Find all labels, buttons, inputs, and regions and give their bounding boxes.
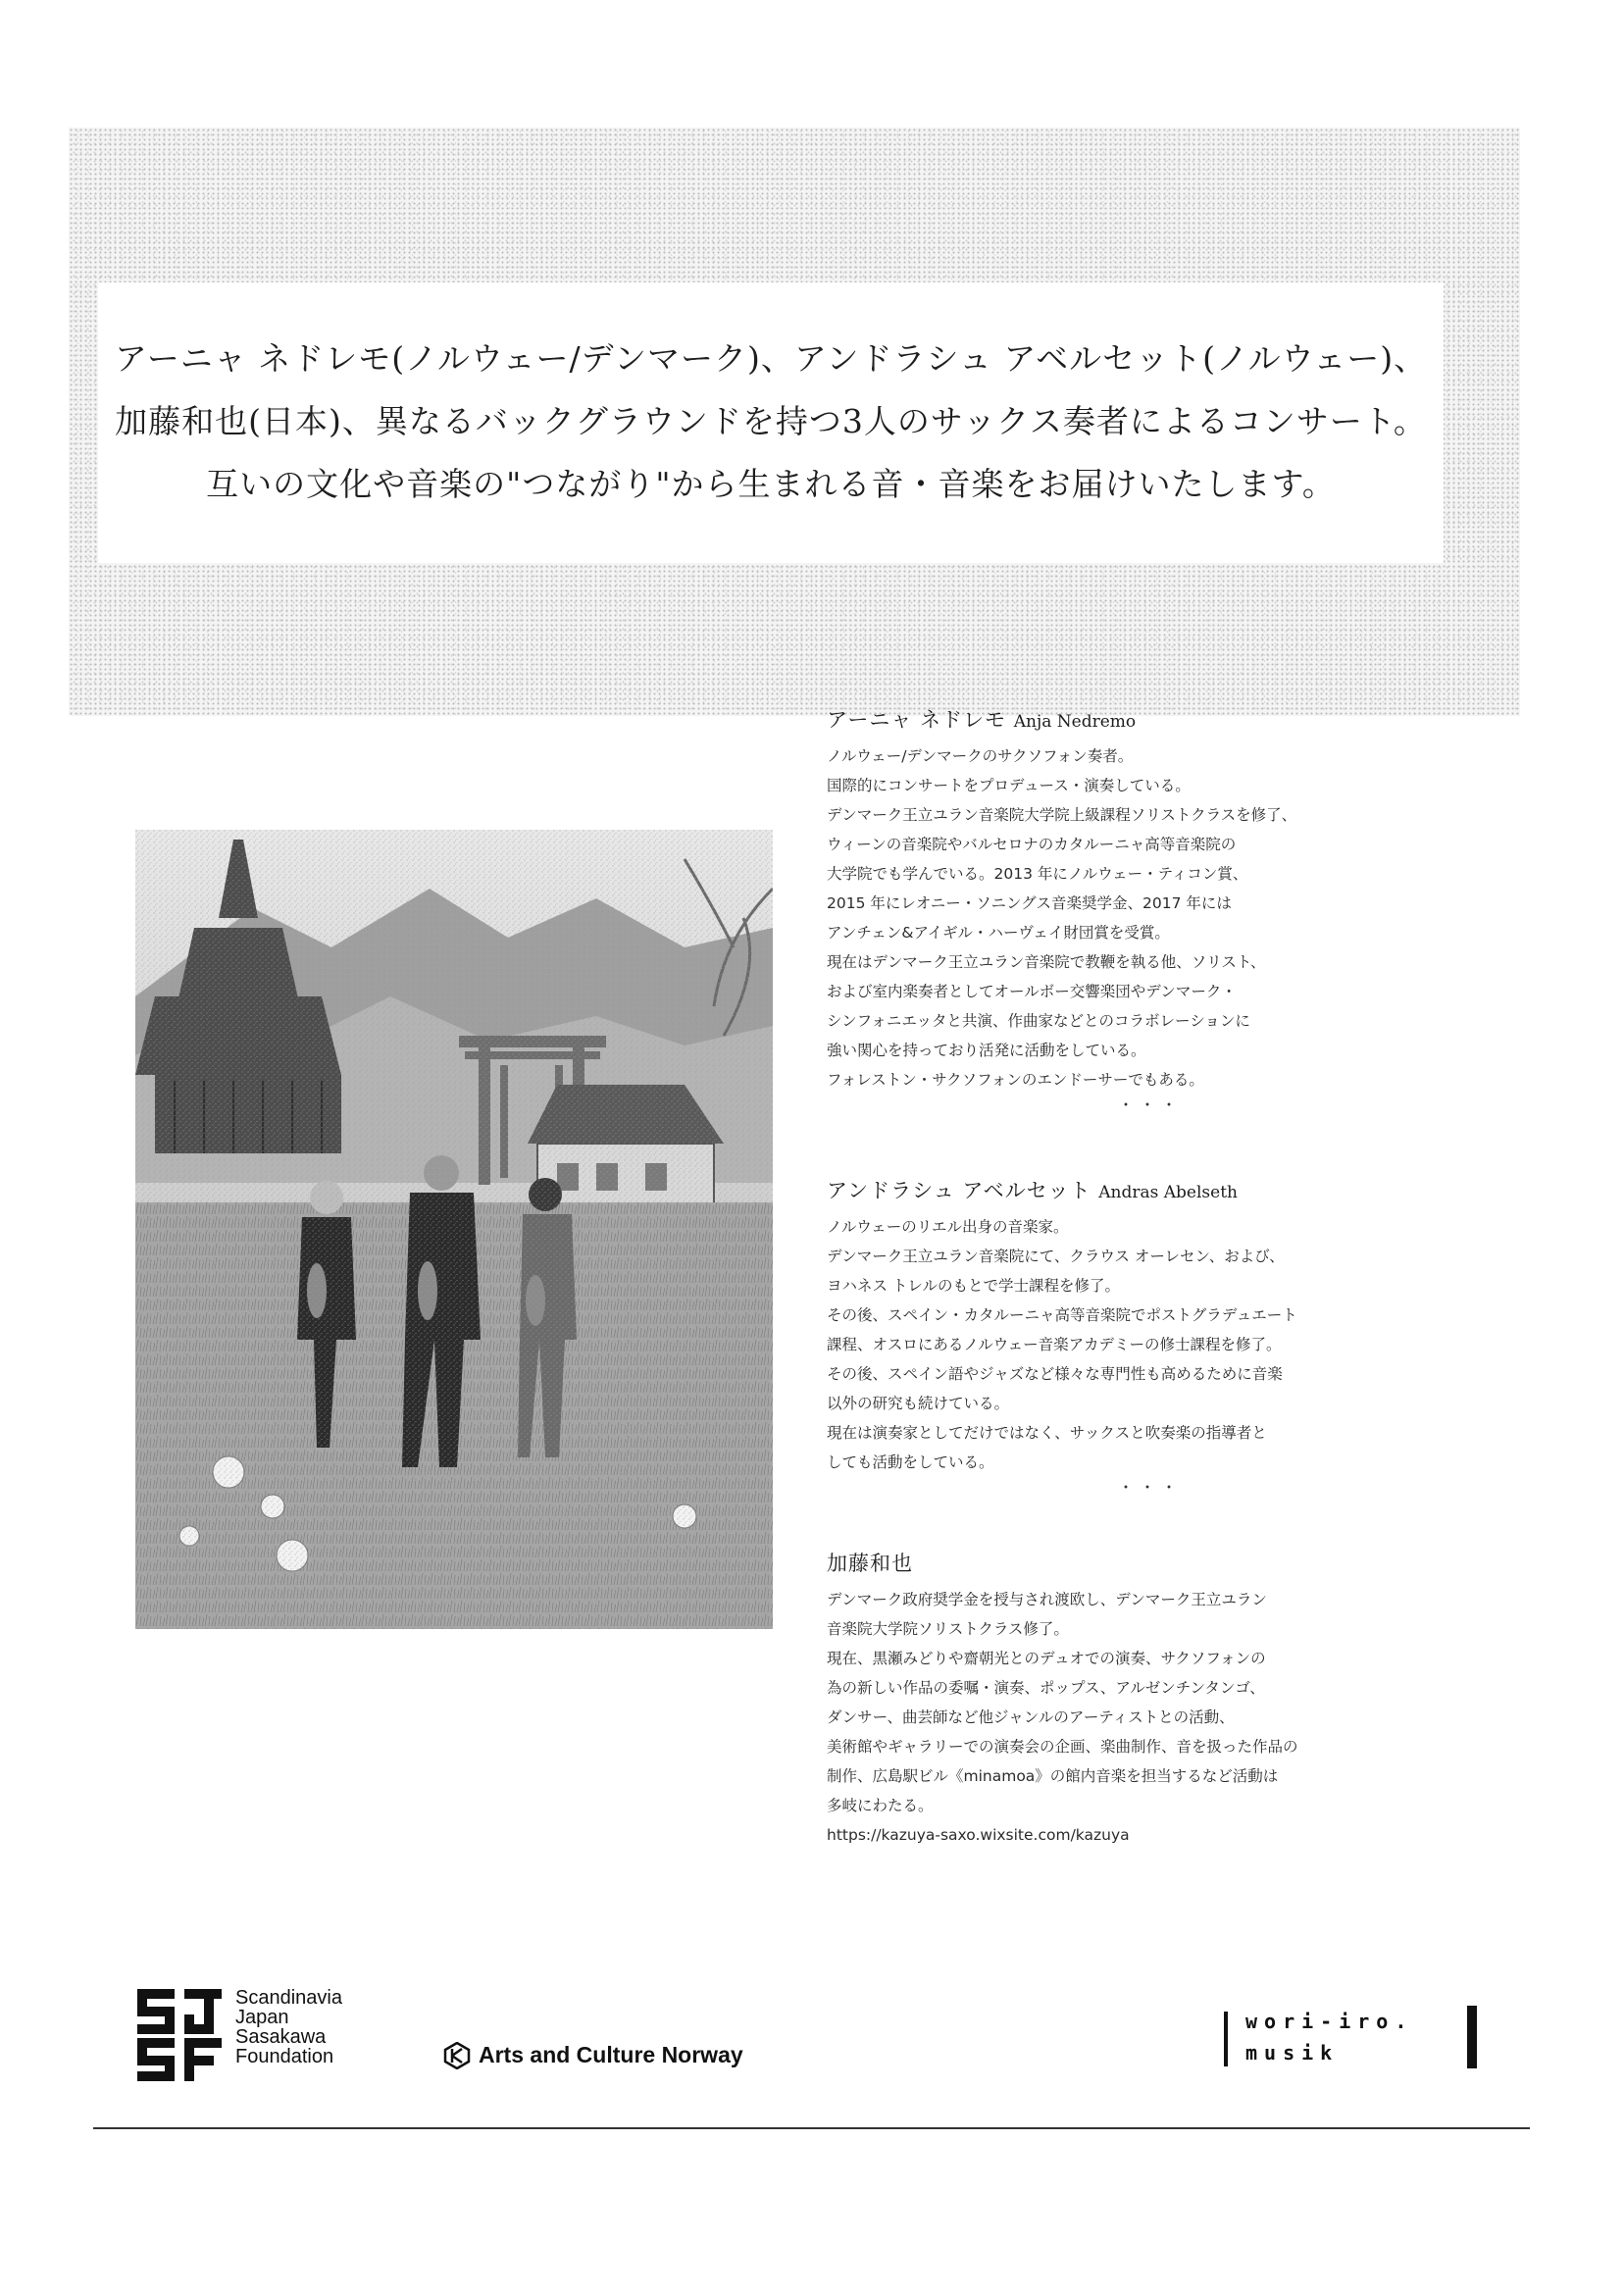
illustration-trio-saxophonists [135, 830, 773, 1629]
separator-dots: ・・・ [1117, 1096, 1183, 1114]
bio-line: 2015 年にレオニー・ソニングス音楽奨学金、2017 年には [827, 894, 1232, 912]
bio-line: 現在はデンマーク王立ユラン音楽院で教鞭を執る他、ソリスト、 [827, 953, 1266, 971]
footer-logos [0, 1976, 1624, 2094]
bio-line: 為の新しい作品の委嘱・演奏、ポップス、アルゼンチンタンゴ、 [827, 1679, 1265, 1697]
website-link[interactable]: https://kazuya-saxo.wixsite.com/kazuya [827, 1826, 1130, 1844]
bio-line: 以外の研究も続けている。 [827, 1395, 1010, 1412]
bio-line: 美術館やギャラリーでの演奏会の企画、楽曲制作、音を扱った作品の [827, 1738, 1298, 1756]
intro-line-3: 互いの文化や音楽の"つながり"から生まれる音・音楽をお届けいたします。 [206, 465, 1336, 503]
bio-line: 多岐にわたる。 [827, 1797, 934, 1814]
bio-line: 課程、オスロにあるノルウェー音楽アカデミーの修士課程を修了。 [827, 1336, 1282, 1353]
bio-line: ウィーンの音楽院やバルセロナのカタルーニャ高等音楽院の [827, 836, 1237, 853]
bio-name: 加藤和也 [827, 1552, 913, 1575]
bio-line: ヨハネス トレルのもとで学士課程を修了。 [827, 1277, 1121, 1295]
bio-line: 現在、黒瀬みどりや齋朝光とのデュオでの演奏、サクソフォンの [827, 1650, 1266, 1667]
bio-name: アンドラシュ アベルセット Andras Abelseth [827, 1179, 1238, 1202]
bio-name: アーニャ ネドレモ Anja Nedremo [827, 708, 1137, 732]
intro-line-1: アーニャ ネドレモ(ノルウェー/デンマーク)、アンドラシュ アベルセット(ノルウェー)、 [114, 339, 1428, 378]
sjsf-logo-text: Scandinavia Japan Sasakawa Foundation [235, 1987, 342, 2067]
bio-line: フォレストン・サクソフォンのエンドーサーでもある。 [827, 1071, 1204, 1089]
bio-line: シンフォニエッタと共演、作曲家などとのコラボレーションに [827, 1012, 1250, 1030]
arts-culture-norway-icon [443, 2042, 471, 2069]
bio-line: 国際的にコンサートをプロデュース・演奏している。 [827, 777, 1191, 794]
bio-andras [827, 1175, 1474, 1499]
footer-rule [93, 2127, 1530, 2129]
bio-line: ダンサー、曲芸師など他ジャンルのアーティストとの活動、 [827, 1708, 1235, 1726]
bio-line: ノルウェーのリエル出身の音楽家。 [827, 1218, 1069, 1236]
bio-line: その後、スペイン・カタルーニャ高等音楽院でポストグラデュエート [827, 1306, 1297, 1324]
sjsf-logo-icon [137, 1989, 222, 2081]
bio-line: デンマーク王立ユラン音楽院大学院上級課程ソリストクラスを修了、 [827, 806, 1297, 824]
bio-line: 現在は演奏家としてだけではなく、サックスと吹奏楽の指導者と [827, 1424, 1267, 1442]
bio-line: その後、スペイン語やジャズなど様々な専門性も高めるために音楽 [827, 1365, 1283, 1383]
intro-line-2: 加藤和也(日本)、異なるバックグラウンドを持つ3人のサックス奏者によるコンサート。 [115, 402, 1427, 440]
intro-box [98, 282, 1444, 563]
bio-line: デンマーク政府奨学金を授与され渡欧し、デンマーク王立ユラン [827, 1591, 1267, 1608]
bio-line: および室内楽奏者としてオールボー交響楽団やデンマーク・ [827, 983, 1237, 1000]
bio-line: アンチェン&アイギル・ハーヴェイ財団賞を受賞。 [827, 924, 1170, 942]
bio-anja [827, 704, 1474, 1116]
bio-line: 強い関心を持っており活発に活動をしている。 [827, 1042, 1146, 1059]
wori-iro-musik-logo: wori-iro. musik [1224, 2006, 1479, 2070]
bio-line: 大学院でも学んでいる。2013 年にノルウェー・ティコン賞、 [827, 865, 1248, 883]
bio-kato [827, 1548, 1474, 1850]
separator-dots: ・・・ [1117, 1478, 1183, 1497]
bio-line: ノルウェー/デンマークのサクソフォン奏者。 [827, 747, 1134, 765]
bio-line: 音楽院大学院ソリストクラス修了。 [827, 1620, 1069, 1638]
bio-line: デンマーク王立ユラン音楽院にて、クラウス オーレセン、および、 [827, 1248, 1285, 1265]
arts-culture-norway-logo: Arts and Culture Norway [479, 2042, 743, 2067]
bio-line: しても活動をしている。 [827, 1453, 994, 1471]
bio-line: 制作、広島駅ビル《minamoa》の館内音楽を担当するなど活動は [827, 1767, 1279, 1785]
